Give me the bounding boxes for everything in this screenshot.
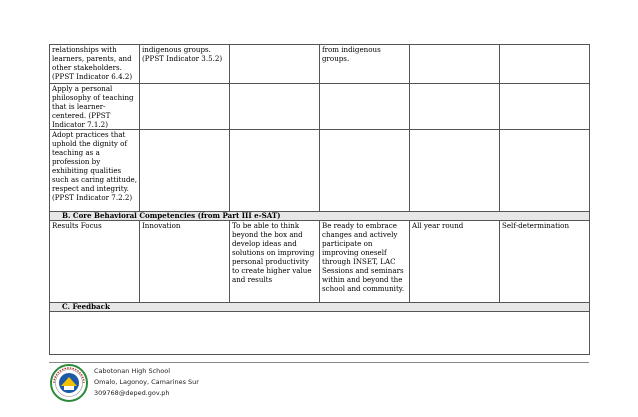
table-cell xyxy=(230,130,320,212)
table-cell: relationships with learners, parents, and other stakeholders. (PPST Indicator 6.4.2) xyxy=(50,45,140,84)
school-email: 309768@deped.gov.ph xyxy=(94,389,170,397)
table-cell: Self-determination xyxy=(500,221,590,303)
table-cell xyxy=(140,84,230,130)
table-cell: Innovation xyxy=(140,221,230,303)
table-cell: Adopt practices that uphold the dignity of teaching as a profession by exhibiting qualities such as caring attitude, respect and integrity. (PPST Indicator 7.2.2) xyxy=(50,130,140,212)
footer-divider xyxy=(49,362,589,363)
table-row xyxy=(50,130,590,212)
feedback-cell xyxy=(50,312,590,355)
development-plan-table xyxy=(49,44,590,355)
section-heading-row xyxy=(50,212,590,221)
table-cell xyxy=(500,84,590,130)
section-b-heading: B. Core Behavioral Competencies (from Part III e-SAT) xyxy=(50,212,590,221)
table-row xyxy=(50,84,590,130)
school-address: Omalo, Lagonoy, Camarines Sur xyxy=(94,378,199,386)
feedback-row xyxy=(50,312,590,355)
table-cell xyxy=(410,130,500,212)
table-cell xyxy=(320,84,410,130)
school-seal-icon xyxy=(50,364,88,402)
table-cell xyxy=(320,130,410,212)
table-cell xyxy=(140,130,230,212)
table-row xyxy=(50,45,590,84)
table-cell xyxy=(500,45,590,84)
table-cell: Be ready to embrace changes and actively participate on improving oneself through INSET, LAC Sessions and seminars within and beyond the school and community. xyxy=(320,221,410,303)
table-cell xyxy=(230,45,320,84)
school-name: Cabotonan High School xyxy=(94,367,171,375)
table-cell: Apply a personal philosophy of teaching that is learner-centered. (PPST Indicator 7.1.2) xyxy=(50,84,140,130)
table-row xyxy=(50,221,590,303)
table-cell xyxy=(410,45,500,84)
table-cell: from indigenous groups. xyxy=(320,45,410,84)
table-cell xyxy=(230,84,320,130)
plan-table-container xyxy=(49,44,589,355)
school-contact-block xyxy=(94,366,199,399)
section-heading-row xyxy=(50,303,590,312)
table-cell: indigenous groups. (PPST Indicator 3.5.2) xyxy=(140,45,230,84)
table-cell xyxy=(500,130,590,212)
table-cell: To be able to think beyond the box and develop ideas and solutions on improving personal productivity to create higher value and results xyxy=(230,221,320,303)
table-cell xyxy=(410,84,500,130)
table-cell: All year round xyxy=(410,221,500,303)
section-c-heading: C. Feedback xyxy=(50,303,590,312)
table-cell: Results Focus xyxy=(50,221,140,303)
